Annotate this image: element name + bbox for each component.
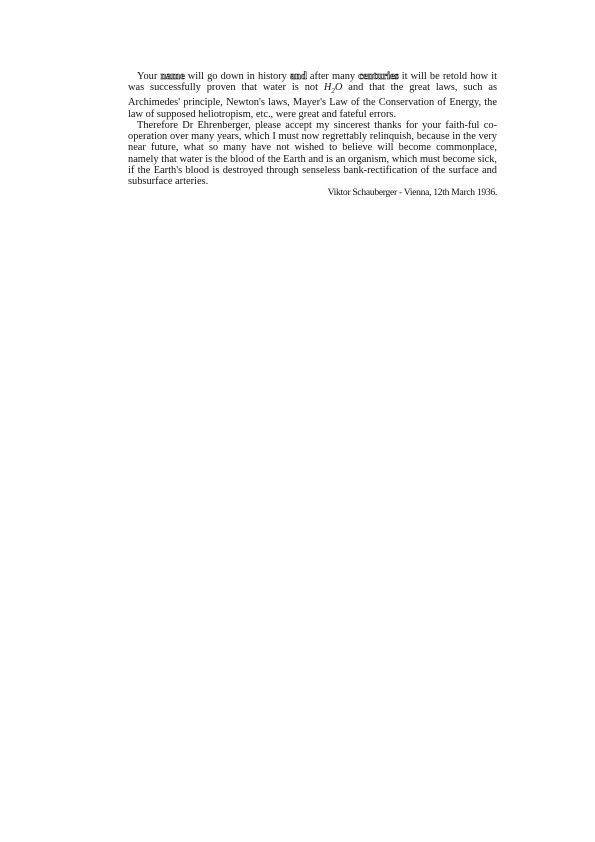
paragraph-thanks: Therefore Dr Ehrenberger, please accept my sincerest thanks for your faith-ful co-operation over many years, which I must now regrettably relinquish, because in the very near future, what so many have not wished to believe will become commonplace, namely that water is the blood of the Earth and is an organism, which must become sick, if the Earth's blood is destroyed through senseless bank-rectification of the surface and subsurface arteries. <box>128 119 497 187</box>
water-formula: $H_2O$ <box>323 82 343 96</box>
text-segment: Your <box>137 71 161 82</box>
emphasis-and: and <box>289 71 307 82</box>
paragraph-history <box>128 71 497 120</box>
text-segment: and that the great laws, such as Archimedes' principle, Newton's laws, Mayer's Law of the Conservation of Energy, the law of supposed heliotropism, etc., were great and fateful errors. <box>128 82 497 120</box>
text-segment: will go down in history <box>184 71 290 82</box>
signature-line: Viktor Schauberger - Vienna, 12th March 1936. <box>327 187 497 199</box>
text-segment: after many <box>306 71 359 82</box>
emphasis-name: name <box>160 71 185 82</box>
text-segment: it will be retold how it was successfully proven that water is not <box>128 71 497 94</box>
emphasis-centuries: centuries <box>358 71 399 82</box>
letter-text <box>128 71 497 198</box>
formula-subscript: 2 <box>331 87 335 96</box>
